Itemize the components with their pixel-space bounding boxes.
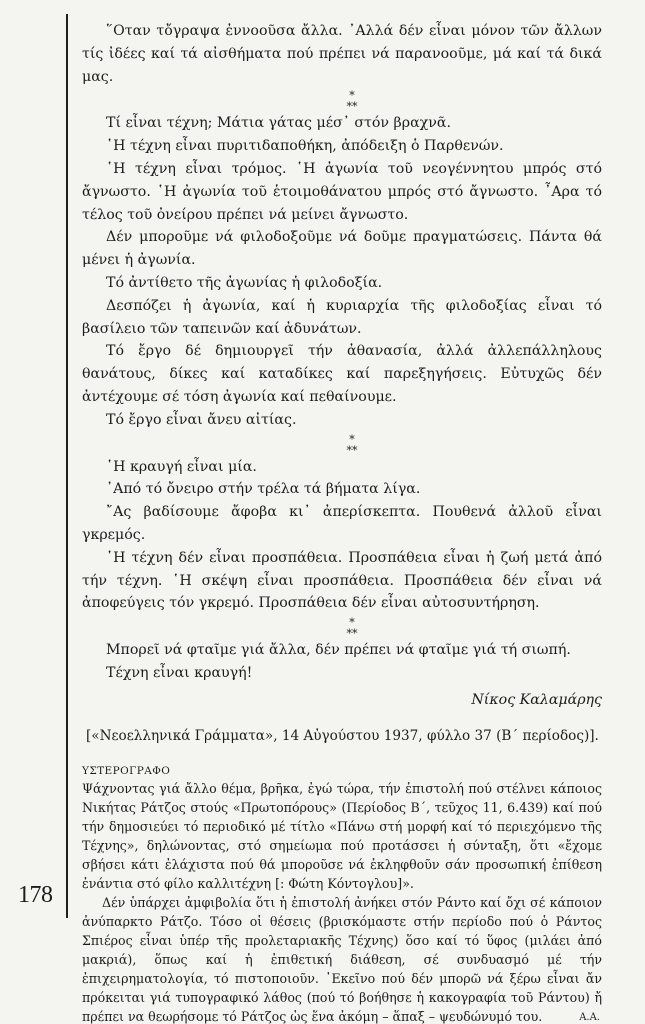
- paragraph: ῞Οταν τὄγραψα ἐννοοῦσα ἄλλα. ᾿Αλλά δέν εἶναι μόνον τῶν ἄλλων τίς ἰδέες καί τά αἰσθήματα πού πρέπει νά παρανοοῦμε, μά καί τά δικά μας.: [82, 23, 602, 85]
- postscript-heading: ΥΣΤΕΡΟΓΡΑΦΟ: [82, 764, 171, 777]
- asterism: * **: [346, 89, 358, 114]
- paragraph: Τέχνη εἶναι κραυγή!: [106, 664, 253, 681]
- asterism: * **: [346, 432, 358, 457]
- paragraph: ᾿Από τό ὄνειρο στήν τρέλα τά βήματα λίγα.: [106, 481, 421, 498]
- postscript-body: [82, 779, 602, 1024]
- asterism: * **: [346, 616, 358, 641]
- paragraph: ῾Η τέχνη εἶναι τρόμος. ῾Η ἀγωνία τοῦ νεογέννητου μπρός στό ἄγνωστο. ῾Η ἀγωνία τοῦ ἑτοιμοθάνατου μπρός στό ἄγνωστο. ῏Αρα τό τέλος τοῦ ὀνείρου πρέπει νά μείνει ἄγνωστο.: [82, 160, 602, 223]
- source-citation: [«Νεοελληνικά Γράμματα», 14 Αὐγούστου 1937, φύλλο 37 (Β΄ περίοδος)].: [86, 727, 599, 744]
- postscript-initials: Α.Α.: [579, 1011, 600, 1023]
- postscript-paragraph: Δέν ὑπάρχει ἀμφιβολία ὅτι ἡ ἐπιστολή ἀνήκει στόν Ράντο καί ὄχι σέ κάποιον ἀνύπαρκτο Ράτζο. Τόσο οἱ θέσεις (βρισκόμαστε στήν περίοδο πού ὁ Ράντος Σπιέρος εἶναι ὑπέρ τῆς προλεταριακῆς Τέχνης) ὅσο καί τό ὕφος (μιλάει ἀπό μακριά), ὅπως καί ἡ ἐπιθετική διάθεση, σέ συνδυασμό μέ τήν ἐπιχειρηματολογία, τό πιστοποιοῦν. ᾿Εκεῖνο πού δέν μπορῶ νά ξέρω εἶναι ἄν πρόκειται γιά τυπογραφικό λάθος (πού τό βοήθησε ἡ κακογραφία τοῦ Ράντου) ἤ πρέπει να θεωρήσομε τό Ράτζος ὡς ἕνα ἀκόμη – ἅπαξ – ψευδώνυμό του.: [82, 894, 602, 1024]
- paragraph: ῾Η κραυγή εἶναι μία.: [106, 458, 257, 475]
- paragraph: Μπορεῖ νά φταῖμε γιά ἄλλα, δέν πρέπει νά φταῖμε γιά τή σιωπή.: [106, 642, 571, 659]
- paragraph: Τό ἔργο δέ δημιουργεῖ τήν ἀθανασία, ἀλλά ἀλλεπάλληλους θανάτους, δίκες καί καταδίκες καί παρεξηγήσεις. Εὐτυχῶς δέν ἀντέχουμε σέ τόση ἀγωνία καί πεθαίνουμε.: [82, 343, 602, 405]
- author-signature: Νίκος Καλαμάρης: [471, 691, 602, 708]
- margin-rule: [66, 14, 68, 918]
- essay-body: [82, 20, 602, 711]
- postscript-paragraph: Ψάχνοντας γιά ἄλλο θέμα, βρῆκα, ἐγώ τώρα, τήν ἐπιστολή πού στέλνει κάποιος Νικήτας Ράτζος στούς «Πρωτοπόρους» (Περίοδος Β΄, τεῦχος 11, 6.439) καί πού τήν δημοσιεύει τό περιοδικό μέ τίτλο «Πάνω στή μορφή καί τό περιεχόμενο τῆς Τέχνης», δηλώνοντας, στό σημείωμα πού προτάσσει ἡ σύνταξη, ὅτι «ἔχομε σβήσει κάτι ἐλάχιστα πού θά μποροῦσε νά ἐκληφθοῦν σάν προσωπική ἐπίθεση ἐνάντια στό φίλο καλλιτέχνη [: Φώτη Κόντογλου]».: [82, 780, 602, 891]
- paragraph: ῎Ας βαδίσουμε ἄφοβα κι᾿ ἀπερίσκεπτα. Πουθενά ἀλλοῦ εἶναι γκρεμός.: [82, 504, 602, 543]
- paragraph: Τό ἀντίθετο τῆς ἀγωνίας ἡ φιλοδοξία.: [106, 274, 383, 291]
- paragraph: Τό ἔργο εἶναι ἄνευ αἰτίας.: [106, 411, 297, 428]
- paragraph: Δεσπόζει ἡ ἀγωνία, καί ἡ κυριαρχία τῆς φιλοδοξίας εἶναι τό βασίλειο τῶν ταπεινῶν καί ἀδυνάτων.: [82, 297, 602, 337]
- paragraph: Δέν μποροῦμε νά φιλοδοξοῦμε νά δοῦμε πραγματώσεις. Πάντα θά μένει ἡ ἀγωνία.: [82, 229, 602, 269]
- page-number: 178: [18, 882, 53, 908]
- paragraph: ῾Η τέχνη δέν εἶναι προσπάθεια. Προσπάθεια εἶναι ἡ ζωή μετά ἀπό τήν τέχνη. ῾Η σκέψη εἶναι προσπάθεια. Προσπάθεια δέν εἶναι νά ἀποφεύγεις τόν γκρεμό. Προσπάθεια δέν εἶναι αὐτοσυντήρηση.: [82, 549, 602, 612]
- paragraph: Τί εἶναι τέχνη; Μάτια γάτας μέσ᾿ στόν βραχνᾶ.: [106, 115, 451, 132]
- paragraph: ῾Η τέχνη εἶναι πυριτιδαποθήκη, ἀπόδειξη ὁ Παρθενών.: [106, 138, 504, 155]
- text-block: [82, 20, 602, 1024]
